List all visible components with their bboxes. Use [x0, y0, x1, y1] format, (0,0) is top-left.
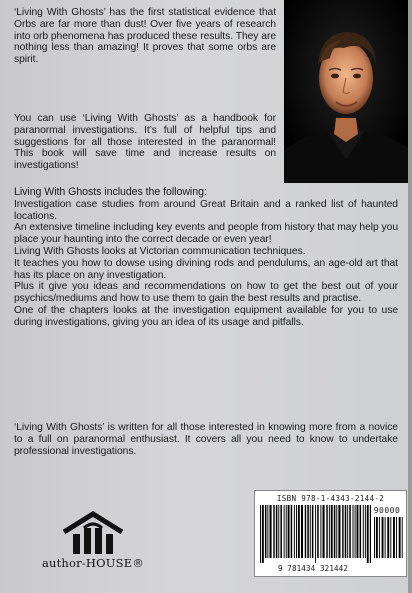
- barcode-bar: [305, 505, 306, 558]
- barcode-bar: [320, 505, 321, 558]
- isbn-number: ISBN 978-1-4343-2144-2: [276, 494, 385, 503]
- barcode-bar: [267, 505, 268, 558]
- barcode-bar: [312, 505, 314, 558]
- barcode-bar: [280, 505, 282, 558]
- barcode-bar: [336, 505, 337, 558]
- barcode-bars: [259, 505, 371, 563]
- barcode-bar: [367, 505, 369, 563]
- audience-paragraph: [14, 422, 398, 457]
- handbook-text: You can use ‘Living With Ghosts’ as a handbook for paranormal investigations. It’s full of helpful tips and suggestions for all those interested in the paranormal! This book will save time and increase results on investigations!: [14, 113, 276, 172]
- barcode-bar: [296, 505, 297, 558]
- barcode-bar: [294, 505, 295, 558]
- audience-text: ‘Living With Ghosts’ is written for all those interested in knowing more from a novice to a full on paranormal enthusiast. It covers all you need to know to undertake professional investigations.: [14, 422, 398, 457]
- publisher-name: author-HOUSE®: [41, 556, 145, 570]
- barcode-bar: [382, 517, 384, 558]
- barcode-number: 9 781434 321442: [277, 564, 349, 573]
- barcode-bar: [288, 505, 290, 558]
- barcode-bar: [342, 505, 343, 558]
- barcode-bar: [402, 517, 403, 558]
- publisher-logo: [38, 510, 148, 574]
- barcode-label: [254, 490, 407, 577]
- barcode-bar: [323, 505, 325, 558]
- contents-item: One of the chapters looks at the investigation equipment available for you to use during investigations, giving you an idea of its usage and pitfalls.: [14, 304, 398, 328]
- barcode-bar: [399, 517, 401, 558]
- page-edge: [408, 0, 412, 593]
- barcode-bar: [265, 505, 267, 558]
- price-addon-number: 90000: [373, 506, 401, 515]
- barcode-bar: [291, 505, 293, 558]
- contents-item: Investigation case studies from around Great Britain and a ranked list of haunted locations.: [14, 198, 398, 222]
- barcode-bar: [310, 505, 311, 558]
- barcode-bar: [374, 517, 375, 558]
- barcode-bar: [334, 505, 336, 558]
- barcode-bar: [270, 505, 272, 558]
- barcode-bar: [349, 505, 351, 558]
- barcode-bar: [326, 505, 327, 558]
- barcode-bar: [307, 505, 309, 558]
- contents-paragraph: [14, 187, 398, 329]
- barcode-bar: [317, 505, 319, 558]
- contents-item: An extensive timeline including key events and people from history that may help you place your haunting into the correct decade or even year!: [14, 222, 398, 246]
- barcode-bar: [370, 505, 371, 563]
- barcode-bar: [363, 505, 364, 558]
- contents-item: Plus it give you ideas and recommendations on how to get the best out of your psychics/mediums and how to use them to gain the best results and practise.: [14, 281, 398, 305]
- contents-heading: Living With Ghosts includes the following:: [14, 186, 207, 198]
- barcode-bar: [315, 505, 316, 563]
- barcode-bar: [273, 505, 274, 558]
- barcode-bar: [338, 505, 340, 558]
- contents-item: Living With Ghosts looks at Victorian communication techniques.: [14, 245, 306, 257]
- barcode-bar: [379, 517, 380, 558]
- barcode-bar: [355, 505, 356, 558]
- barcode-bar: [393, 517, 395, 558]
- barcode-bar: [347, 505, 348, 558]
- barcode-bar: [278, 505, 279, 558]
- barcode-bar: [286, 505, 287, 558]
- barcode-bar: [365, 505, 366, 558]
- barcode-bar: [357, 505, 359, 558]
- barcode-bar: [260, 505, 261, 563]
- intro-paragraph: [14, 7, 276, 66]
- addon-barcode-bars: [373, 517, 403, 563]
- barcode-bar: [301, 505, 303, 558]
- contents-item: It teaches you how to dowse using divining rods and pendulums, an age-old art that has its place on any investigation.: [14, 257, 398, 281]
- barcode-bar: [262, 505, 264, 563]
- barcode-bar: [284, 505, 285, 558]
- barcode-bar: [376, 517, 378, 558]
- barcode-bar: [360, 505, 362, 558]
- house-logo-icon: [60, 510, 126, 556]
- author-portrait-icon: [284, 0, 408, 183]
- author-photo: [284, 0, 408, 183]
- barcode-bar: [353, 505, 354, 558]
- barcode-bar: [329, 505, 330, 558]
- barcode-bar: [385, 517, 386, 558]
- barcode-bar: [331, 505, 333, 558]
- barcode-bar: [396, 517, 397, 558]
- handbook-paragraph: [14, 113, 276, 172]
- barcode-bar: [387, 517, 389, 558]
- barcode-bar: [390, 517, 391, 558]
- barcode-bar: [276, 505, 278, 558]
- barcode-bar: [345, 505, 347, 558]
- barcode-bar: [298, 505, 300, 558]
- intro-text: ‘Living With Ghosts’ has the first statistical evidence that Orbs are far more than dust! Over five years of research into orb phenomena has produced these results. They are nothing less than amazing! It proves that some orbs are spirit.: [14, 7, 276, 66]
